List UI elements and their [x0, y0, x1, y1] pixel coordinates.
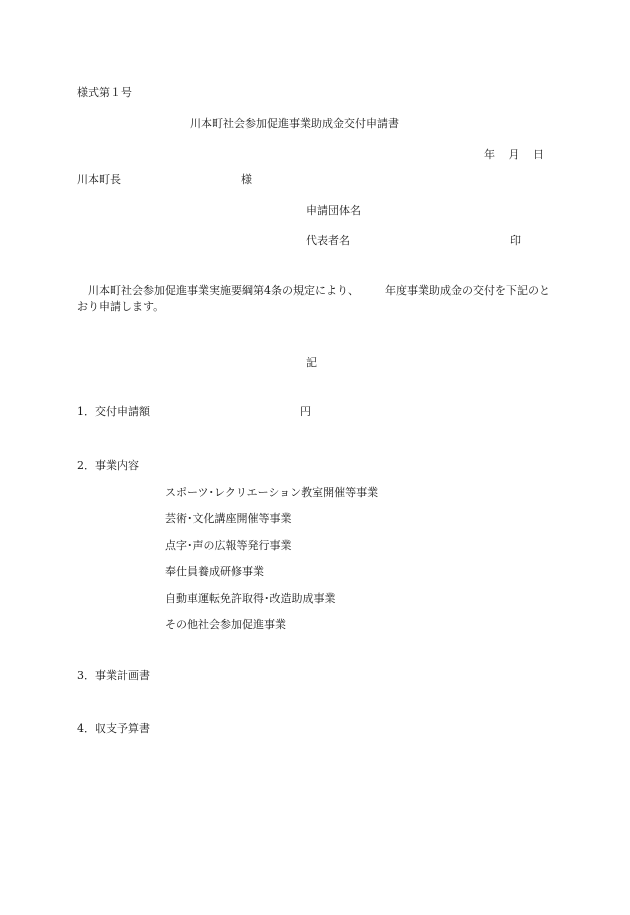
statement-part-1: 川本町社会参加促進事業実施要綱第4条の規定により、: [88, 284, 359, 297]
date-line: 年 月 日: [484, 148, 544, 161]
form-number: 様式第１号: [77, 86, 132, 99]
addressee: 川本町長: [77, 173, 121, 186]
project-option-sports: スポーツ･レクリエーション教室開催等事業: [165, 486, 379, 499]
yen-unit: 円: [300, 405, 311, 418]
project-option-volunteer-training: 奉仕員養成研修事業: [165, 565, 264, 578]
item-project-plan: 3．事業計画書: [77, 669, 150, 682]
ki-marker: 記: [306, 356, 317, 369]
seal-mark: 印: [510, 234, 521, 247]
project-option-arts: 芸術･文化講座開催等事業: [165, 512, 292, 525]
project-option-braille: 点字･声の広報等発行事業: [165, 539, 292, 552]
application-statement: [77, 283, 555, 315]
project-option-driving-license: 自動車運転免許取得･改造助成事業: [165, 592, 336, 605]
addressee-honorific: 様: [241, 173, 252, 186]
statement-part-2: 年度事業助成金の交付を下記のとおり申請します。: [77, 284, 550, 313]
item-budget: 4．収支予算書: [77, 722, 150, 735]
project-option-other: その他社会参加促進事業: [165, 618, 286, 631]
item-project-content: 2．事業内容: [77, 459, 139, 472]
item-requested-amount: 1．交付申請額: [77, 405, 150, 418]
organization-name-label: 申請団体名: [306, 204, 361, 217]
document-title: 川本町社会参加促進事業助成金交付申請書: [190, 117, 399, 130]
representative-name-label: 代表者名: [306, 234, 350, 247]
